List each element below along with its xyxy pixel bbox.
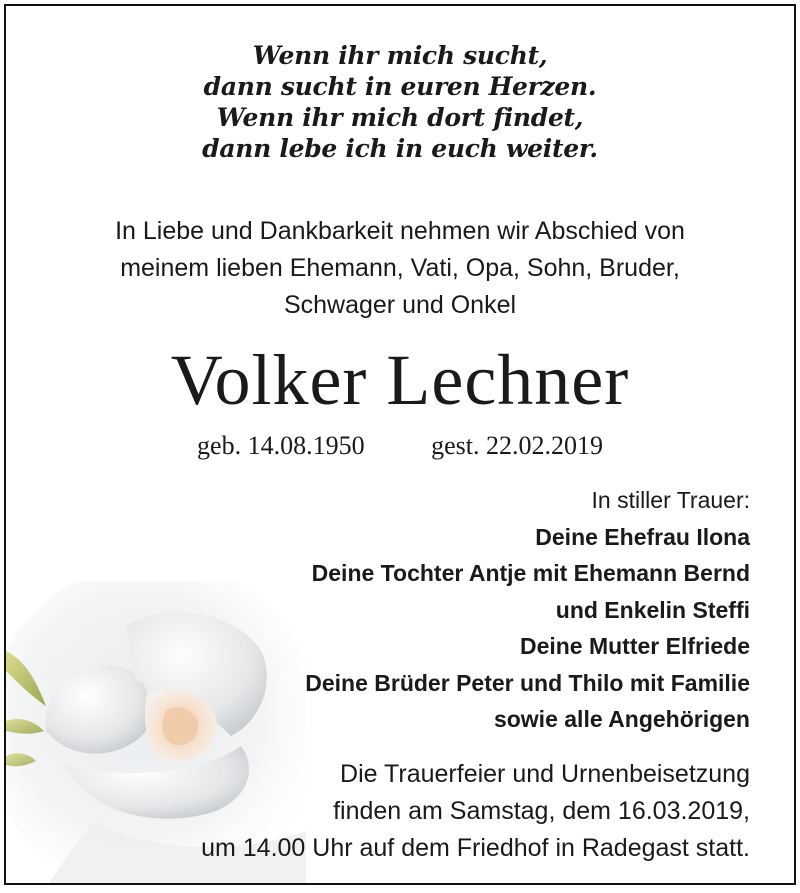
- mourners-lead: In stiller Trauer:: [591, 487, 750, 513]
- service-line: finden am Samstag, dem 16.03.2019,: [333, 797, 750, 825]
- deceased-name: Volker Lechner: [170, 340, 630, 420]
- mourner-line: Deine Mutter Elfriede: [519, 633, 750, 659]
- mourner-line: Deine Brüder Peter und Thilo mit Familie: [305, 669, 750, 696]
- funeral-service-info: [201, 756, 750, 867]
- life-dates: [6, 430, 794, 462]
- mourner-line: und Enkelin Steffi: [555, 596, 750, 623]
- birth-date: geb. 14.08.1950: [197, 431, 365, 460]
- intro-line: meinem lieben Ehemann, Vati, Opa, Sohn, Bruder,: [120, 254, 680, 282]
- poem-line: Wenn ihr mich sucht,: [252, 41, 548, 70]
- poem-verse: [6, 40, 794, 164]
- mourner-line: Deine Ehefrau Ilona: [535, 523, 750, 550]
- service-line: Die Trauerfeier und Urnenbeisetzung: [340, 760, 750, 788]
- mourner-line: Deine Tochter Antje mit Ehemann Bernd: [311, 560, 750, 586]
- service-line: um 14.00 Uhr auf dem Friedhof in Radegast statt.: [201, 834, 750, 862]
- poem-line: dann lebe ich in euch weiter.: [202, 134, 598, 163]
- poem-line: dann sucht in euren Herzen.: [203, 72, 597, 101]
- intro-text: [6, 213, 794, 324]
- intro-line: In Liebe und Dankbarkeit nehmen wir Abschied von: [115, 217, 685, 245]
- intro-line: Schwager und Onkel: [283, 291, 517, 319]
- poem-line: Wenn ihr mich dort findet,: [216, 103, 584, 132]
- obituary-card: [4, 4, 796, 885]
- mourner-line: sowie alle Angehörigen: [493, 706, 750, 732]
- death-date: gest. 22.02.2019: [431, 431, 603, 460]
- mourners-list: [305, 482, 750, 738]
